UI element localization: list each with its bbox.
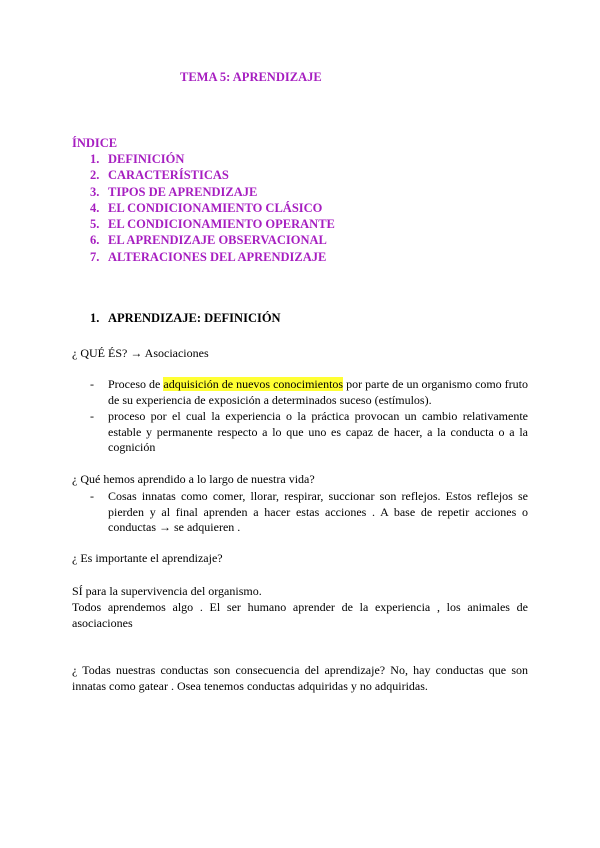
index-item-label: CARACTERÍSTICAS [108, 168, 229, 183]
bullet-definition-2: proceso por el cual la experiencia o la práctica provocan un cambio relativamente estable y permanente respecto a lo que uno es capaz de hacer, a la conducta o a la cognición [108, 409, 528, 454]
bullet-marker: - [90, 377, 94, 391]
index-list [90, 151, 335, 265]
index-item: 6. EL APRENDIZAJE OBSERVACIONAL [90, 233, 327, 248]
index-item: 3. TIPOS DE APRENDIZAJE [90, 184, 258, 199]
bullet-marker: - [90, 489, 94, 503]
index-item: 7. ALTERACIONES DEL APRENDIZAJE [90, 249, 327, 264]
index-item-label: ALTERACIONES DEL APRENDIZAJE [108, 249, 327, 264]
index-item-label: EL APRENDIZAJE OBSERVACIONAL [108, 233, 327, 248]
index-heading: ÍNDICE [72, 136, 118, 150]
index-item: 1. DEFINICIÓN [90, 152, 185, 166]
bullet-marker: - [90, 409, 94, 423]
question-what-is: ¿ QUÉ ÉS? → Asociaciones [72, 346, 209, 360]
index-item-label: EL CONDICIONAMIENTO CLÁSICO [108, 200, 323, 215]
document-title: TEMA 5: APRENDIZAJE [180, 70, 322, 84]
answer-survival: SÍ para la supervivencia del organismo. [72, 584, 262, 598]
index-item-label: DEFINICIÓN [108, 152, 185, 166]
index-item: 2. CARACTERÍSTICAS [90, 168, 229, 183]
index-item: 5. EL CONDICIONAMIENTO OPERANTE [90, 217, 335, 232]
bullet-innate-things: Cosas innatas como comer, llorar, respirar, succionar son reflejos. Estos reflejos se pierden y al final aprenden a hacer estas acciones . A base de repetir acciones o conductas → se adquieren . [108, 489, 528, 534]
index-item-label: EL CONDICIONAMIENTO OPERANTE [108, 217, 335, 232]
paragraph-innate-behaviors: ¿ Todas nuestras conductas son consecuencia del aprendizaje? No, hay conductas que son innatas como gatear . Osea tenemos conductas adquiridas y no adquiridas. [72, 663, 528, 693]
highlighted-text: adquisición de nuevos conocimientos [163, 377, 344, 391]
paragraph-everyone-learns: Todos aprendemos algo . El ser humano aprender de la experiencia , los animales de asociaciones [72, 600, 528, 630]
index-item: 4. EL CONDICIONAMIENTO CLÁSICO [90, 200, 323, 215]
section-heading: 1. APRENDIZAJE: DEFINICIÓN [90, 311, 281, 325]
index-item-label: TIPOS DE APRENDIZAJE [108, 184, 258, 199]
question-importance: ¿ Es importante el aprendizaje? [72, 551, 223, 565]
bullet-definition-1: Proceso de adquisición de nuevos conocimientos por parte de un organismo como fruto de su experiencia de exposición a determinados suceso (estímulos). [108, 377, 529, 407]
question-learned: ¿ Qué hemos aprendido a lo largo de nuestra vida? [72, 472, 315, 486]
